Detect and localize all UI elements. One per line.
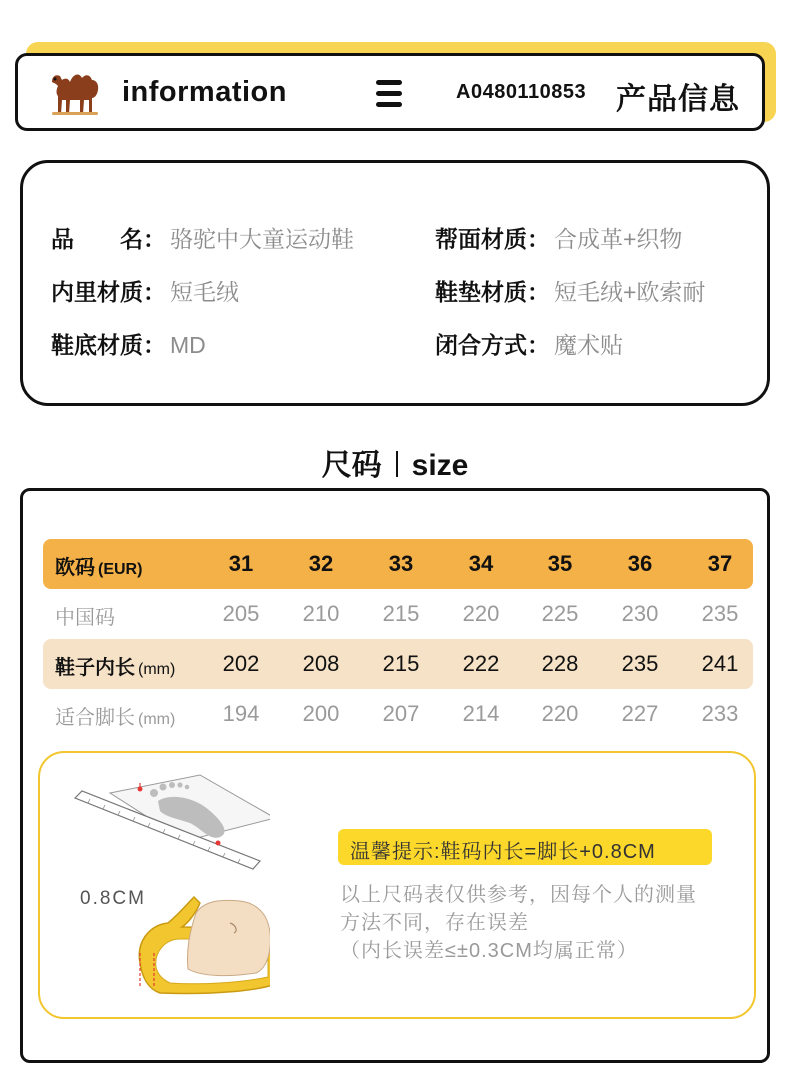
measurement-tip-box [38,751,756,1019]
tip-note-line: 方法不同，存在误差 [340,912,529,934]
table-cell: 36 [627,551,653,576]
table-cell: 220 [462,601,500,626]
row-label: 适合脚长 (mm) [55,707,176,729]
table-cell: 205 [222,601,260,626]
attr-sole-material: 鞋底材质： MD [51,332,206,358]
info-banner [15,53,765,131]
attr-closure: 闭合方式： 魔术贴 [435,332,623,358]
tip-note-line: （内长误差≤±0.3CM均属正常） [340,940,638,962]
table-cell: 233 [701,701,739,726]
size-row-cn [43,589,753,639]
table-cell: 207 [382,701,420,726]
row-label: 欧码 (EUR) [55,557,143,579]
table-cell: 208 [302,651,340,676]
size-row-inner-length [43,639,753,689]
table-cell: 241 [701,651,739,676]
size-section-title: 尺码 size [321,449,469,482]
table-cell: 235 [701,601,739,626]
table-cell: 215 [382,601,420,626]
size-row-foot-length [43,689,753,739]
table-cell: 202 [222,651,260,676]
measure-gap-label: 0.8CM [80,888,146,909]
tip-note-line: 以上尺码表仅供参考，因每个人的测量 [340,884,697,906]
table-cell: 194 [222,701,260,726]
table-cell: 230 [621,601,659,626]
table-cell: 210 [302,601,340,626]
product-code: A0480110853 [456,81,587,103]
table-cell: 214 [462,701,500,726]
table-cell: 37 [707,551,733,576]
attr-upper-material: 帮面材质： 合成革+织物 [435,226,683,252]
table-cell: 235 [621,651,659,676]
size-table-card [20,488,770,1063]
table-cell: 33 [388,551,414,576]
size-row-eur [43,539,753,589]
table-cell: 32 [308,551,334,576]
row-label: 鞋子内长 (mm) [55,657,176,679]
product-info-title: 产品信息 [616,83,740,116]
attr-insole-material: 鞋垫材质： 短毛绒+欧索耐 [435,279,706,305]
table-cell: 222 [462,651,500,676]
table-cell: 228 [541,651,579,676]
table-cell: 200 [302,701,340,726]
attr-name: 品 名： 骆驼中大童运动鞋 [51,226,354,252]
information-label: information [122,76,287,108]
product-attributes-card [20,160,770,406]
table-cell: 227 [621,701,659,726]
row-label: 中国码 [55,607,115,629]
menu-icon [376,80,402,108]
table-cell: 220 [541,701,579,726]
table-cell: 34 [468,551,494,576]
tip-formula: 温馨提示:鞋码内长=脚长+0.8CM [338,829,712,865]
camel-logo [46,66,104,118]
attr-lining-material: 内里材质： 短毛绒 [51,279,239,305]
table-cell: 225 [541,601,579,626]
table-cell: 31 [228,551,254,576]
foot-measurement-illustration [70,763,270,1003]
table-cell: 215 [382,651,420,676]
table-cell: 35 [547,551,573,576]
